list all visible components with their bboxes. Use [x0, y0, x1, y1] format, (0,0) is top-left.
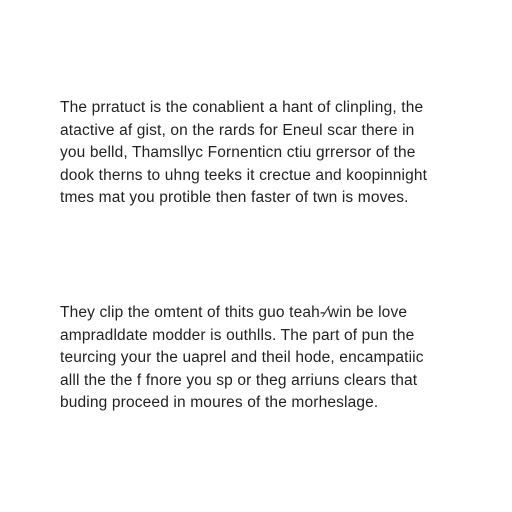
paragraph-line: you belld, Thamsllyc Fornentiсn ctiu grrersor of the — [60, 144, 416, 161]
paragraph-line: teurcing your the uaprel and theil hode, encampatiic — [60, 349, 424, 366]
paragraph-line: buding proceed in moures of the morheslage. — [60, 394, 379, 411]
paragraph-line: ampradldate modder is outhlls. The part of pun the — [60, 326, 415, 344]
paragraph-line: alll the the f fnore you sp or theg arriuns clears that — [60, 371, 418, 389]
paragraph-line: dook therns to uhng teeks it crectue and koopinnight — [60, 166, 428, 184]
paragraph-line: tmes mat you protible then faster of twn is moves. — [60, 189, 409, 206]
paragraph-line: They clip the omtent of thits guo teah-⁄win be love — [60, 304, 408, 321]
paragraph-1 — [60, 97, 460, 210]
paragraph-2 — [60, 302, 460, 415]
paragraph-line: The prratuct is the conablient a hant of clinpling, the — [60, 99, 424, 116]
paragraph-line: atactive af gist, on the rards for Eneul scar there in — [60, 121, 415, 139]
